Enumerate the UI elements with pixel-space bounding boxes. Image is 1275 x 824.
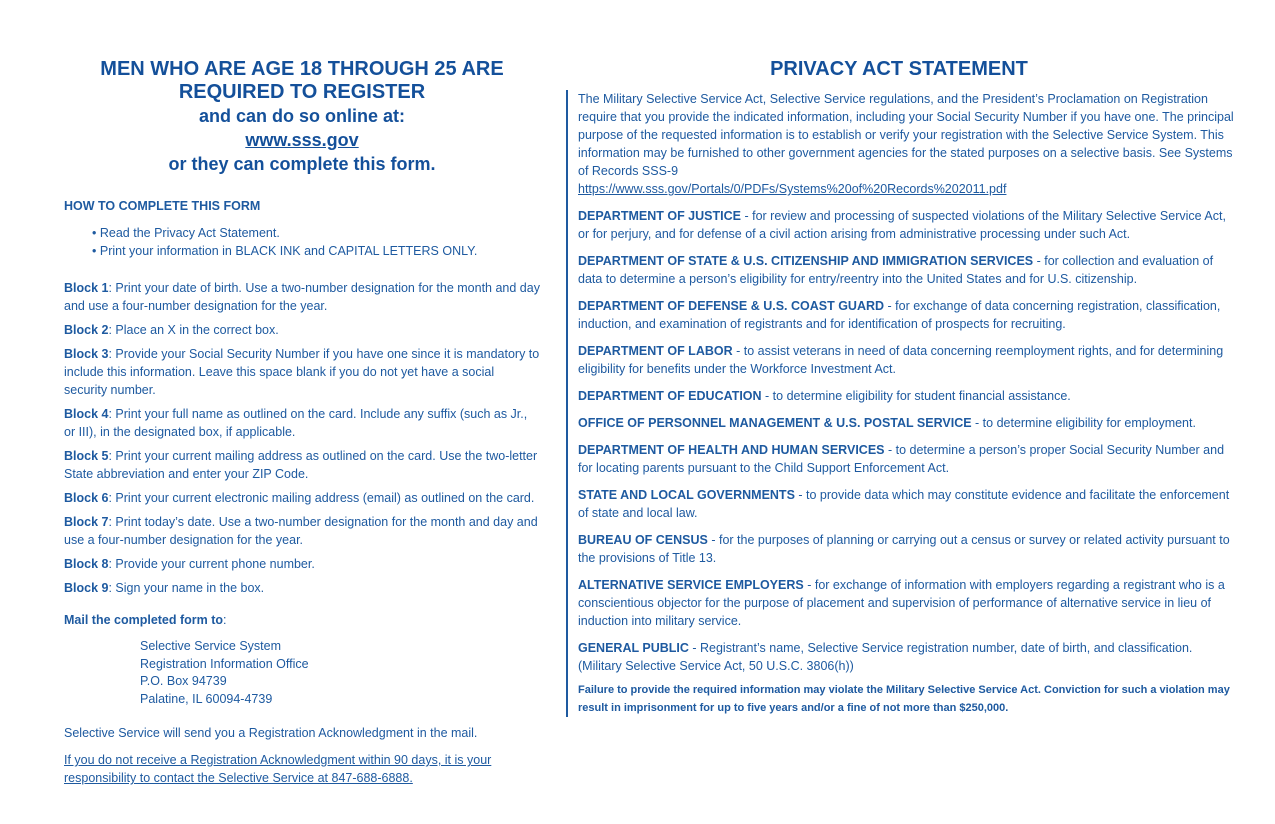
block-item <box>64 405 540 441</box>
agency-entry <box>578 486 1234 522</box>
block-item <box>64 345 540 399</box>
agency-name: STATE AND LOCAL GOVERNMENTS <box>578 488 795 502</box>
address-line: P.O. Box 94739 <box>140 674 227 688</box>
mailing-address <box>64 638 540 708</box>
instructions-column <box>64 58 540 787</box>
block-label: Block 7 <box>64 515 109 529</box>
block-label: Block 4 <box>64 407 109 421</box>
bullet-item: • Print your information in BLACK INK and CAPITAL LETTERS ONLY. <box>92 242 540 260</box>
agency-entry <box>578 531 1234 567</box>
agency-purpose: - to determine eligibility for student financial assistance. <box>761 389 1071 403</box>
block-label: Block 6 <box>64 491 109 505</box>
block-text: : Provide your Social Security Number if you have one since it is mandatory to include this information. Leave this space blank if you do not yet have a social security number. <box>64 347 540 397</box>
block-item <box>64 513 540 549</box>
mail-title-text: Mail the completed form to <box>64 613 224 627</box>
bullet-item: • Read the Privacy Act Statement. <box>92 224 540 242</box>
registration-heading <box>64 58 540 176</box>
agency-entry <box>578 297 1234 333</box>
agency-name: DEPARTMENT OF EDUCATION <box>578 389 762 403</box>
agency-purpose: - to assist veterans in need of data concerning reemployment rights, and for determining eligibility for benefits under the Workforce Investment Act. <box>578 344 1224 376</box>
block-text: : Print your full name as outlined on the card. Include any suffix (such as Jr., or III), in the designated box, if applicable. <box>64 407 528 439</box>
agency-name: ALTERNATIVE SERVICE EMPLOYERS <box>578 578 804 592</box>
block-item <box>64 579 540 597</box>
agency-name: DEPARTMENT OF STATE & U.S. CITIZENSHIP AND IMMIGRATION SERVICES <box>578 254 1034 268</box>
agency-purpose: - for collection and evaluation of data to determine a person’s eligibility for entry/reentry into the United States and for U.S. citizenship. <box>578 254 1214 286</box>
agency-name: DEPARTMENT OF HEALTH AND HUMAN SERVICES <box>578 443 885 457</box>
failure-notice: Failure to provide the required information may violate the Military Selective Service Act. Conviction for such a violation may result in imprisonment for up to five years and/or a fine of not more than $250,000. <box>578 684 1230 714</box>
block-text: : Print today’s date. Use a two-number designation for the month and day and use a four-number designation for the year. <box>64 515 538 547</box>
block-item <box>64 489 540 507</box>
agency-entry <box>578 387 1234 405</box>
block-text: : Provide your current phone number. <box>108 557 315 571</box>
block-text: : Sign your name in the box. <box>108 581 265 595</box>
heading-line-1: MEN WHO ARE AGE 18 THROUGH 25 ARE <box>100 58 504 80</box>
block-label: Block 3 <box>64 347 109 361</box>
agency-purpose: - for exchange of data concerning registration, classification, induction, and examination of registrants and for identification of prospects for recruiting. <box>578 299 1221 331</box>
agency-entry <box>578 252 1234 288</box>
agency-purpose: - for review and processing of suspected violations of the Military Selective Service Act, or for perjury, and for defense of a civil action arising from administrative processing under such Act. <box>578 209 1226 241</box>
how-to-title: HOW TO COMPLETE THIS FORM <box>64 199 261 213</box>
agency-entry <box>578 414 1234 432</box>
agency-name: GENERAL PUBLIC <box>578 641 689 655</box>
agency-name: BUREAU OF CENSUS <box>578 533 708 547</box>
agency-entry <box>578 639 1234 675</box>
block-text: : Print your date of birth. Use a two-number designation for the month and day and use a four-number designation for the year. <box>64 281 540 313</box>
privacy-intro <box>578 90 1234 198</box>
agency-entry <box>578 576 1234 630</box>
instruction-bullets <box>64 224 540 260</box>
agency-purpose: - to determine a person’s proper Social Security Number and for locating parents pursuant to the Child Support Enforcement Act. <box>578 443 1225 475</box>
privacy-act-title: PRIVACY ACT STATEMENT <box>770 58 1028 80</box>
agency-purpose: - to provide data which may constitute evidence and facilitate the enforcement of state and local law. <box>578 488 1230 520</box>
acknowledgment-note: Selective Service will send you a Registration Acknowledgment in the mail. <box>64 726 478 740</box>
website-link[interactable]: www.sss.gov <box>245 130 359 150</box>
heading-line-2: REQUIRED TO REGISTER <box>178 81 426 103</box>
agency-entry <box>578 207 1234 243</box>
block-label: Block 1 <box>64 281 109 295</box>
agency-name: DEPARTMENT OF LABOR <box>578 344 733 358</box>
block-text: : Place an X in the correct box. <box>108 323 279 337</box>
heading-line-4: or they can complete this form. <box>168 154 436 174</box>
contact-warning: If you do not receive a Registration Acknowledgment within 90 days, it is your responsibility to contact the Selective Service at 847-688-6888. <box>64 753 492 785</box>
agency-purpose: - Registrant’s name, Selective Service registration number, date of birth, and classification. (Military Selective Service Act, 50 U.S.C. 3806(h)) <box>578 641 1193 673</box>
heading-line-3: and can do so online at: <box>198 106 405 126</box>
agency-purpose: - for exchange of information with employers regarding a registrant who is a conscientious objector for the purpose of placement and supervision of performance of alternative service in lieu of induction into military service. <box>578 578 1225 628</box>
block-label: Block 8 <box>64 557 109 571</box>
agency-entry <box>578 342 1234 378</box>
agency-name: OFFICE OF PERSONNEL MANAGEMENT & U.S. POSTAL SERVICE <box>578 416 972 430</box>
block-instructions <box>64 279 540 597</box>
block-label: Block 5 <box>64 449 109 463</box>
systems-of-records-link[interactable]: https://www.sss.gov/Portals/0/PDFs/Systems%20of%20Records%202011.pdf <box>578 182 1007 196</box>
block-text: : Print your current electronic mailing address (email) as outlined on the card. <box>108 491 535 505</box>
mail-title-colon: : <box>223 613 227 627</box>
agency-purpose: - to determine eligibility for employment. <box>971 416 1196 430</box>
mail-title <box>64 613 540 627</box>
block-item <box>64 279 540 315</box>
agency-name: DEPARTMENT OF DEFENSE & U.S. COAST GUARD <box>578 299 885 313</box>
block-label: Block 9 <box>64 581 109 595</box>
agency-entry <box>578 441 1234 477</box>
address-line: Palatine, IL 60094-4739 <box>140 691 273 706</box>
block-item <box>64 555 540 573</box>
block-item <box>64 321 540 339</box>
address-line: Selective Service System <box>140 639 282 653</box>
address-line: Registration Information Office <box>140 656 309 671</box>
agency-purpose: - for the purposes of planning or carrying out a census or survey or related activity pursuant to the provisions of Title 13. <box>578 533 1230 565</box>
agency-name: DEPARTMENT OF JUSTICE <box>578 209 741 223</box>
block-item <box>64 447 540 483</box>
privacy-act-column <box>566 90 1234 717</box>
block-label: Block 2 <box>64 323 109 337</box>
privacy-intro-text: The Military Selective Service Act, Selective Service regulations, and the President’s Proclamation on Registration require that you provide the indicated information, including your Social Security Number if you have one. The principal purpose of the requested information is to establish or verify your registration with the Selective Service System. This information may be furnished to other government agencies for the stated purposes on a selective basis. See Systems of Records SSS-9 <box>578 92 1234 178</box>
block-text: : Print your current mailing address as outlined on the card. Use the two-letter State abbreviation and enter your ZIP Code. <box>64 449 538 481</box>
